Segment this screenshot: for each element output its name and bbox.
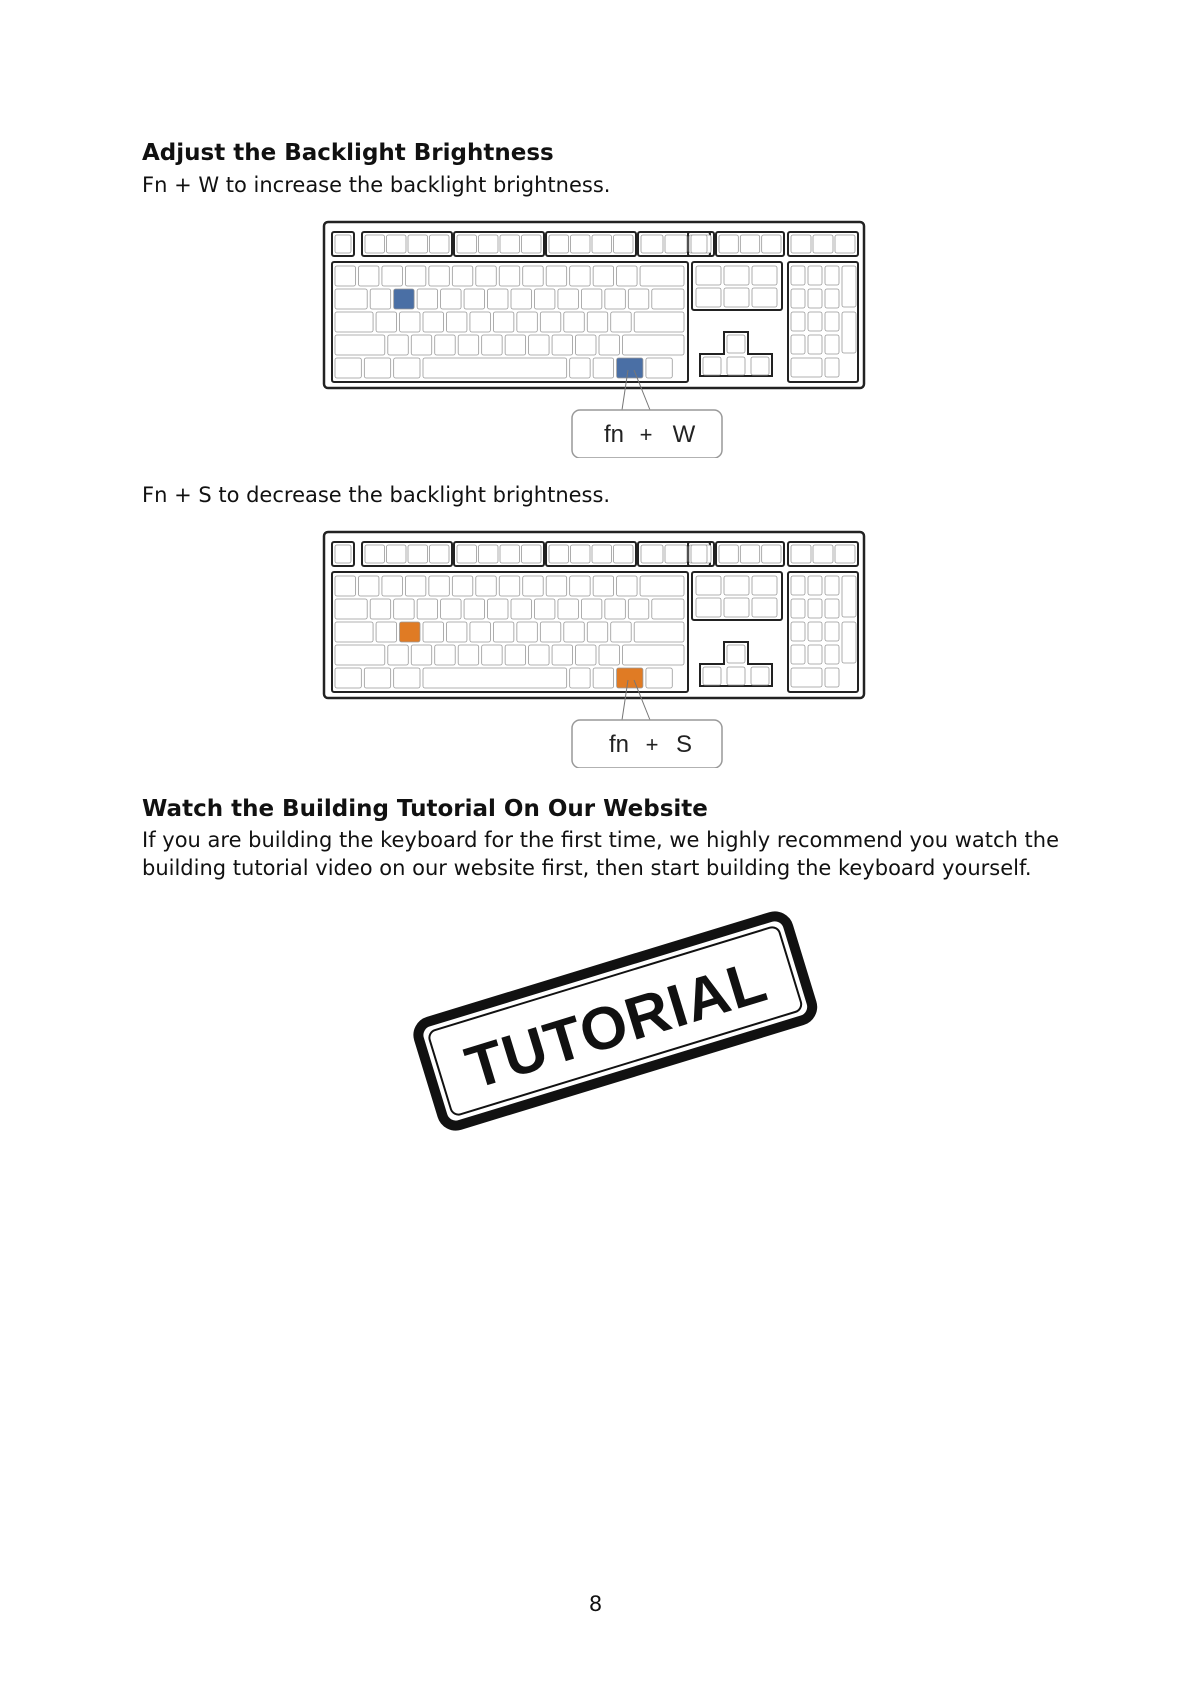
key [500,545,520,563]
key [376,312,396,332]
key [825,335,839,354]
key [652,599,684,619]
key [370,599,390,619]
key [808,622,822,641]
key [614,235,634,253]
page-number: 8 [588,1592,603,1616]
key [470,622,490,642]
key [842,622,856,663]
key [335,335,385,355]
key [488,289,508,309]
key [791,235,811,253]
key [825,358,839,377]
callout-fn-label: fn [603,421,625,448]
key [727,335,745,353]
key [762,545,781,563]
key [394,668,420,688]
key [740,235,759,253]
key [464,289,484,309]
key [365,545,385,563]
key [523,266,543,286]
key [611,312,631,332]
key [408,235,428,253]
key [791,335,805,354]
key [529,645,549,665]
key [825,576,839,595]
key [751,667,769,685]
key [500,235,520,253]
key [808,599,822,618]
key [423,668,567,688]
key [696,288,721,307]
key [430,545,450,563]
key [646,358,672,378]
key [570,576,590,596]
key [825,266,839,285]
key [446,312,466,332]
key [813,235,833,253]
key [417,599,437,619]
key [505,645,525,665]
key [727,645,745,663]
key [511,289,531,309]
key [511,599,531,619]
key [696,598,721,617]
key [387,235,407,253]
key [493,312,513,332]
key [813,545,833,563]
key [617,576,637,596]
key [791,599,805,618]
key [808,289,822,308]
key [517,312,537,332]
key [791,576,805,595]
key [628,289,648,309]
key [405,266,425,286]
key [570,668,590,688]
key [691,545,707,563]
callout-plus-label: + [639,422,653,447]
key [430,235,450,253]
key [752,266,777,285]
key [703,357,721,375]
key [435,335,455,355]
key [534,599,554,619]
key [652,289,684,309]
key [835,235,855,253]
key [479,235,499,253]
key [452,576,472,596]
keyboard-body [324,532,864,698]
key [587,622,607,642]
key [482,335,502,355]
key [411,645,431,665]
key [592,235,612,253]
key [540,622,560,642]
key [593,576,613,596]
key [365,235,385,253]
key [622,645,684,665]
key [791,289,805,308]
key [335,266,355,286]
key-highlighted [617,668,643,688]
key [825,645,839,664]
key [605,599,625,619]
key [364,668,390,688]
key [387,545,407,563]
keyboard-svg-increase [322,218,866,458]
key [592,545,612,563]
key [564,312,584,332]
key [740,545,759,563]
key [614,545,634,563]
key [640,576,684,596]
key [388,335,408,355]
key [665,545,687,563]
key [546,576,566,596]
key [571,545,591,563]
key [640,266,684,286]
key [727,357,745,375]
key [376,622,396,642]
key [628,599,648,619]
key [752,576,777,595]
key [335,545,351,563]
key [429,266,449,286]
key [423,312,443,332]
key [571,235,591,253]
key [499,576,519,596]
tutorial-stamp-svg [400,905,830,1135]
key [470,312,490,332]
key [479,545,499,563]
key [457,235,477,253]
key [842,266,856,307]
tutorial-stamp [400,905,830,1135]
key [727,667,745,685]
key [581,289,601,309]
key [335,576,355,596]
key [752,598,777,617]
key [335,622,373,642]
key [611,622,631,642]
key [423,622,443,642]
key [482,645,502,665]
key [552,335,572,355]
key [808,645,822,664]
key [400,312,420,332]
key [691,235,707,253]
key [549,235,569,253]
key [546,266,566,286]
key [522,545,542,563]
key [751,357,769,375]
key-highlighted [394,289,414,309]
key [808,312,822,331]
key [364,358,390,378]
key [388,645,408,665]
key [641,235,663,253]
key [517,622,537,642]
key [408,545,428,563]
key [791,358,822,377]
key [529,335,549,355]
key [581,599,601,619]
key [593,668,613,688]
key [335,358,361,378]
callout-key-label: W [672,421,696,448]
key [441,599,461,619]
key [791,312,805,331]
key [335,235,351,253]
key [493,622,513,642]
key [570,266,590,286]
keyboard-diagram-decrease [322,528,866,768]
key [576,645,596,665]
key [523,576,543,596]
keyboard-svg-decrease [322,528,866,768]
key [724,576,749,595]
key [825,312,839,331]
key [570,358,590,378]
tutorial-paragraph-line-1: If you are building the keyboard for the first time, we highly recommend you watch the [142,828,1060,852]
key [791,645,805,664]
key [441,289,461,309]
key [808,576,822,595]
callout-fn-label: fn [608,731,630,758]
key [435,645,455,665]
key [599,335,619,355]
key [587,312,607,332]
key [641,545,663,563]
key [423,358,567,378]
key [634,312,684,332]
key [719,545,738,563]
key [558,289,578,309]
key [394,358,420,378]
key [576,335,596,355]
section-heading-tutorial: Watch the Building Tutorial On Our Website [142,796,708,822]
key [499,266,519,286]
key [540,312,560,332]
key [488,599,508,619]
callout-key-label: S [675,731,693,758]
key [549,545,569,563]
key [752,288,777,307]
key [522,235,542,253]
key [458,335,478,355]
key-highlighted [400,622,420,642]
key [411,335,431,355]
instruction-decrease-brightness: Fn + S to decrease the backlight brightness. [142,483,611,507]
key [724,266,749,285]
key [464,599,484,619]
key [358,576,378,596]
key [593,266,613,286]
key [825,668,839,687]
key [622,335,684,355]
key [835,545,855,563]
key [791,266,805,285]
key [791,545,811,563]
keyboard-body [324,222,864,388]
key [634,622,684,642]
key [534,289,554,309]
key [724,598,749,617]
key [417,289,437,309]
key [335,312,373,332]
key [617,266,637,286]
key [696,266,721,285]
key [476,576,496,596]
section-heading-backlight: Adjust the Backlight Brightness [142,140,554,166]
key [552,645,572,665]
key [724,288,749,307]
key [791,622,805,641]
key [719,235,738,253]
key [382,266,402,286]
key [452,266,472,286]
stamp-text: TUTORIAL [458,946,775,1102]
key [825,289,839,308]
key [457,545,477,563]
key [593,358,613,378]
key [762,235,781,253]
callout-plus-label: + [645,732,659,757]
key [429,576,449,596]
key [505,335,525,355]
tutorial-paragraph-line-2: building tutorial video on our website first, then start building the keyboard yourself. [142,856,1032,880]
key [335,599,367,619]
key [558,599,578,619]
key [335,289,367,309]
key-highlighted [617,358,643,378]
key [358,266,378,286]
key [605,289,625,309]
key [458,645,478,665]
key [825,622,839,641]
keyboard-diagram-increase [322,218,866,458]
key [842,576,856,617]
key [825,599,839,618]
key [370,289,390,309]
key [382,576,402,596]
key [646,668,672,688]
key [446,622,466,642]
key [696,576,721,595]
key [394,599,414,619]
key [791,668,822,687]
key [335,668,361,688]
key [808,266,822,285]
key [335,645,385,665]
key [665,235,687,253]
instruction-increase-brightness: Fn + W to increase the backlight brightness. [142,173,611,197]
key [703,667,721,685]
key [405,576,425,596]
key [564,622,584,642]
key [476,266,496,286]
key [599,645,619,665]
key [808,335,822,354]
key [842,312,856,353]
